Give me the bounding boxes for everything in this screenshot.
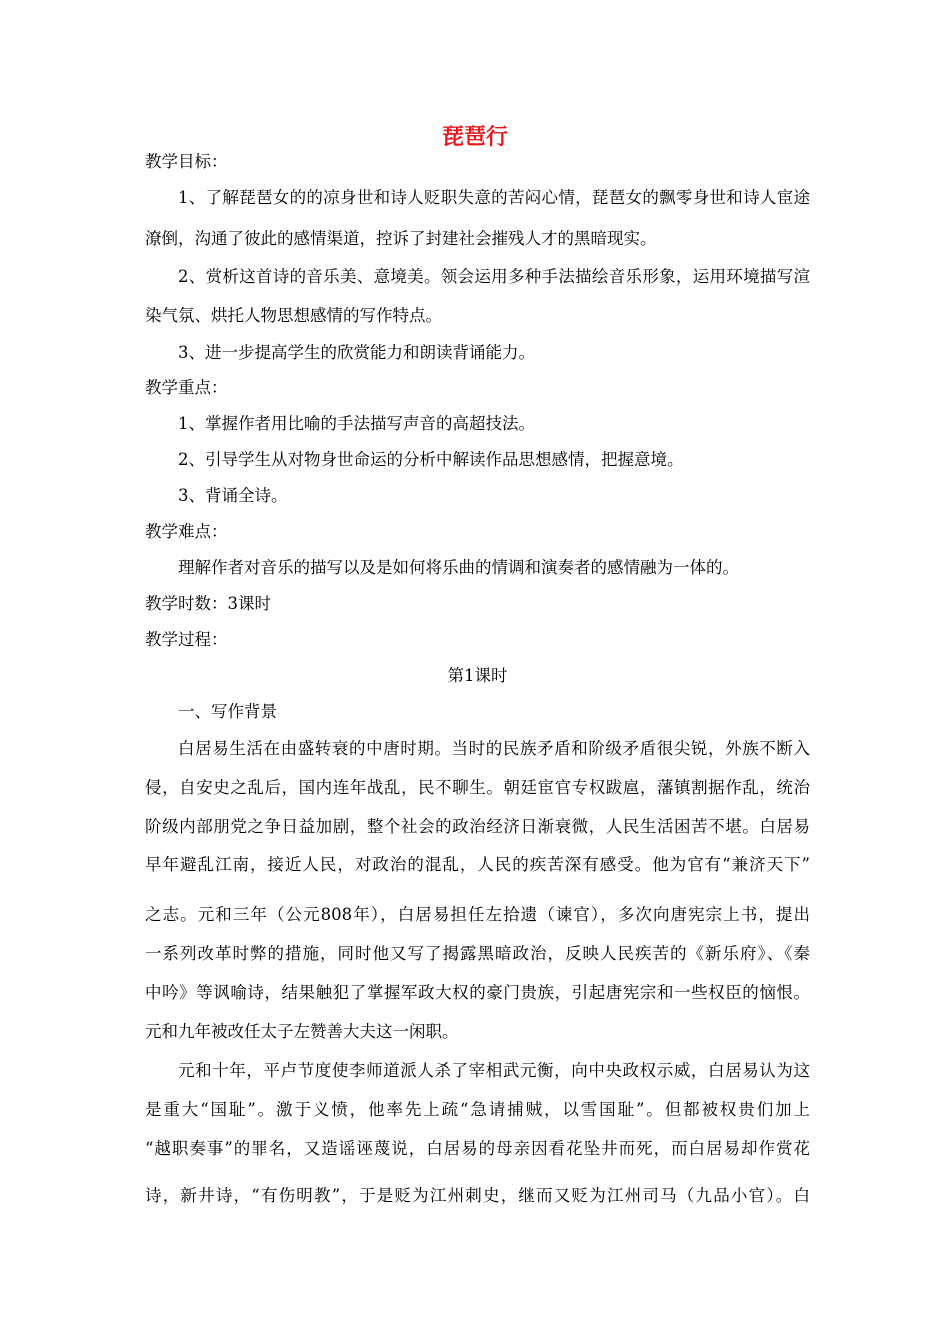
goal-2-line-1: 2、赏析这首诗的音乐美、意境美。领会运用多种手法描绘音乐形象，运用环境描写渲 — [178, 267, 810, 286]
goals-heading: 教学目标： — [145, 152, 228, 171]
paragraph-2-line-3: “越职奏事”的罪名，又造谣诬蔑说，白居易的母亲因看花坠井而死，而白居易却作赏花 — [145, 1139, 810, 1158]
paragraph-1-line-2: 侵，自安史之乱后，国内连年战乱，民不聊生。朝廷宦官专权跋扈，藩镇割据作乱，统治 — [145, 778, 810, 797]
key-points-heading: 教学重点： — [145, 378, 228, 397]
goal-3: 3、进一步提高学生的欣赏能力和朗读背诵能力。 — [178, 343, 535, 362]
goal-1-line-1: 1、了解琵琶女的的凉身世和诗人贬职失意的苦闷心情，琵琶女的飘零身世和诗人宦途 — [178, 188, 810, 207]
paragraph-2-line-1: 元和十年，平卢节度使李师道派人杀了宰相武元衡，向中央政权示威，白居易认为这 — [178, 1061, 810, 1080]
section-1-heading: 一、写作背景 — [178, 702, 277, 721]
goal-2-line-2: 染气氛、烘托人物思想感情的写作特点。 — [145, 306, 442, 325]
lesson-heading: 第1课时 — [447, 666, 508, 685]
key-point-2: 2、引导学生从对物身世命运的分析中解读作品思想感情，把握意境。 — [178, 450, 684, 469]
teaching-hours: 教学时数：3课时 — [145, 594, 271, 613]
document-title: 琵琶行 — [441, 125, 508, 150]
paragraph-2-line-4: 诗，新井诗，“有伤明教”，于是贬为江州刺史，继而又贬为江州司马（九品小官）。白 — [145, 1186, 810, 1205]
difficulty-heading: 教学难点： — [145, 522, 228, 541]
paragraph-1-line-7: 中吟》等讽喻诗，结果触犯了掌握军政大权的豪门贵族，引起唐宪宗和一些权臣的恼恨。 — [145, 983, 810, 1002]
paragraph-1-line-5: 之志。元和三年（公元808年），白居易担任左拾遗（谏官），多次向唐宪宗上书，提出 — [145, 905, 810, 924]
key-point-1: 1、掌握作者用比喻的手法描写声音的高超技法。 — [178, 414, 535, 433]
difficulty-1: 理解作者对音乐的描写以及是如何将乐曲的情调和演奏者的感情融为一体的。 — [178, 558, 739, 577]
paragraph-1-line-3: 阶级内部朋党之争日益加剧，整个社会的政治经济日渐衰微，人民生活困苦不堪。白居易 — [145, 817, 810, 836]
paragraph-1-line-8: 元和九年被改任太子左赞善大夫这一闲职。 — [145, 1022, 459, 1041]
paragraph-1-line-1: 白居易生活在由盛转衰的中唐时期。当时的民族矛盾和阶级矛盾很尖锐，外族不断入 — [178, 739, 810, 758]
paragraph-1-line-4: 早年避乱江南，接近人民，对政治的混乱，人民的疾苦深有感受。他为官有“兼济天下” — [145, 855, 810, 874]
paragraph-2-line-2: 是重大“国耻”。激于义愤，他率先上疏“急请捕贼，以雪国耻”。但都被权贵们加上 — [145, 1100, 810, 1119]
paragraph-1-line-6: 一系列改革时弊的措施，同时他又写了揭露黑暗政治，反映人民疾苦的《新乐府》、《秦 — [145, 944, 810, 963]
key-point-3: 3、背诵全诗。 — [178, 486, 288, 505]
process-heading: 教学过程： — [145, 630, 228, 649]
goal-1-line-2: 潦倒，沟通了彼此的感情渠道，控诉了封建社会摧残人才的黑暗现实。 — [145, 229, 657, 248]
